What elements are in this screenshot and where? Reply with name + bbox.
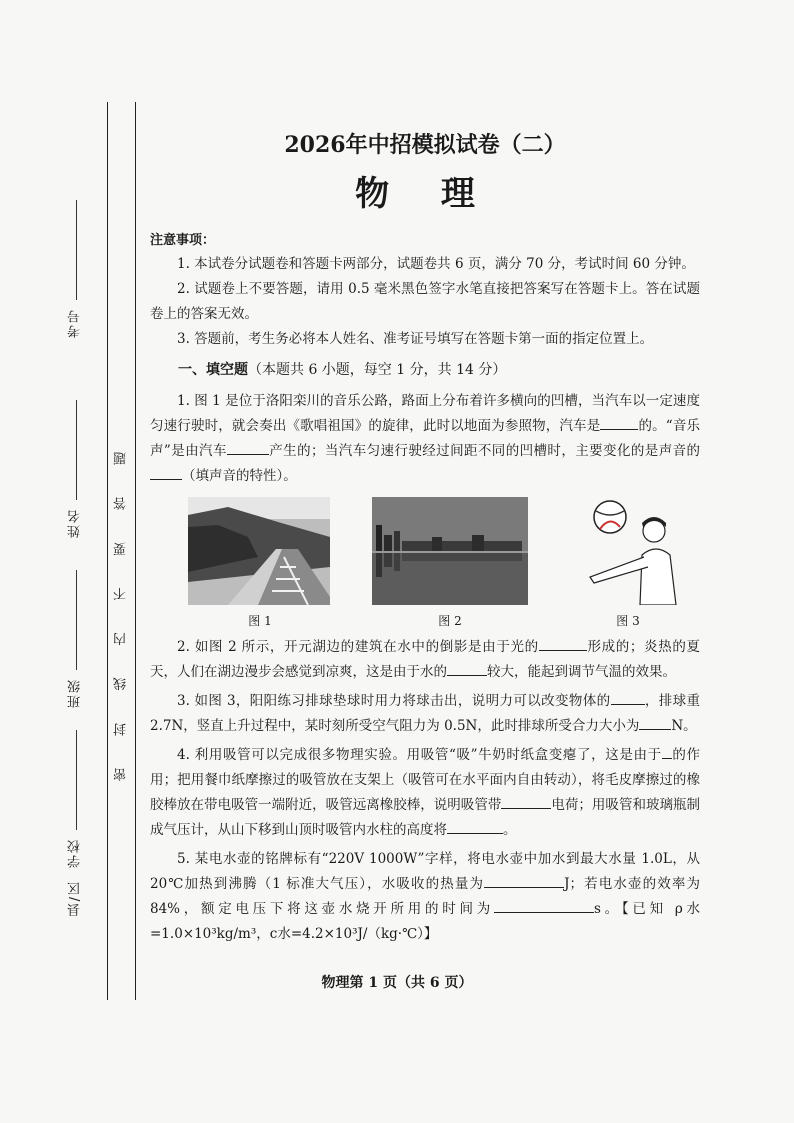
field-county [66,880,85,916]
field-exam-number [66,200,85,338]
notice-item-1: 1. 本试卷分试题卷和答题卡两部分，试题卷共 6 页，满分 70 分，考试时间 60 分钟。 [177,256,695,272]
figure-3-caption: 图 3 [616,614,640,628]
binding-line-outer [107,102,108,1000]
field-name-label: 姓名 [68,508,83,538]
q1-blank-3[interactable] [150,465,182,480]
section-fill-in [150,358,700,383]
section-title: 一、填空题 [178,362,248,378]
figure-3-image [570,497,690,605]
figure-1-caption: 图 1 [248,614,272,628]
q3-text-c: N。 [671,718,697,734]
question-2 [150,635,700,685]
field-class-label: 班级 [68,678,83,708]
q1-text-c: 产生的；当汽车匀速行驶经过间距不同的凹槽时，主要变化的是声音的 [268,443,701,459]
question-3 [150,689,700,739]
field-county-label: 县/区 [68,880,83,917]
question-1 [150,389,700,489]
q5-blank-1[interactable] [484,873,564,888]
q4-text-a: 4. 利用吸管可以完成很多物理实验。用吸管“吸”牛奶时纸盒变瘪了，这是由于 [177,747,662,763]
figure-2-image [372,497,528,605]
field-class [66,570,85,708]
notice-item-3: 3. 答题前，考生务必将本人姓名、准考证号填写在答题卡第一面的指定位置上。 [177,331,654,347]
q4-blank-1[interactable] [662,744,672,759]
page-footer: 物理第 1 页（共 6 页） [321,975,473,991]
field-name [66,400,85,538]
q3-text-a: 3. 如图 3，阳阳练习排球垫球时用力将球击出，说明力可以改变物体的 [177,693,611,709]
q4-blank-3[interactable] [447,819,503,834]
section-note: （本题共 6 小题，每空 1 分，共 14 分） [248,362,507,378]
field-school-label: 学校 [68,838,83,868]
seal-line-notice: 密 封 线 内 不 要 答 题 [114,438,129,781]
field-exam-number-label: 考号 [68,308,83,338]
q5-text-a: 5. 某电水壶的铭牌标有“220V 1000W”字样，将电水壶中加水到最大水量 1.0L，从 20℃加热到沸腾（1 标准大气压），水吸收的热量为 [150,851,700,892]
figure-1-image [188,497,330,605]
exam-content [150,130,700,951]
subject-title: 物 理 [355,174,495,214]
q1-text-b: 的。“音乐声”是由汽车 [150,418,700,459]
field-school [66,730,85,868]
figure-2-caption: 图 2 [438,614,462,628]
q4-text-d: 。 [503,822,517,838]
q2-blank-2[interactable] [447,661,487,676]
binding-line-inner [135,102,136,1000]
q5-text-b: J；若电水壶的效率为 84%，额定电压下将这壶水烧开所用的时间为 [150,876,700,917]
q1-blank-1[interactable] [600,415,638,430]
q3-blank-1[interactable] [611,690,645,705]
question-4 [150,743,700,843]
figure-row [150,497,700,629]
q4-text-c: 电荷；用吸管和玻璃瓶制成气压计，从山下移到山顶时吸管内水柱的高度将 [150,797,701,838]
notice-item-2: 2. 试题卷上不要答题，请用 0.5 毫米黑色签字水笔直接把答案写在答题卡上。答在试题卷上的答案无效。 [150,281,700,322]
q3-text-b: ，排球重 2.7N，竖直上升过程中，某时刻所受空气阻力为 0.5N，此时排球所受合力大小为 [150,693,700,734]
q5-text-c: s。【已知 ρ水=1.0×10³kg/m³，c水=4.2×10³J/（kg·℃）】 [150,901,700,942]
q4-text-b: 的作用；把用餐巾纸摩擦过的吸管放在支架上（吸管可在水平面内自由转动），将毛皮摩擦过的橡胶棒放在带电吸管一端附近，吸管远离橡胶棒，说明吸管带 [150,747,700,813]
q2-text-a: 2. 如图 2 所示，开元湖边的建筑在水中的倒影是由于光的 [177,639,539,655]
q3-blank-2[interactable] [639,715,671,730]
q2-text-c: 较大，能起到调节气温的效果。 [487,664,676,680]
q1-text-a: 1. 图 1 是位于洛阳栾川的音乐公路，路面上分布着许多横向的凹槽，当汽车以一定速度匀速行驶时，就会奏出《歌唱祖国》的旋律，此时以地面为参照物，汽车是 [150,393,700,434]
exam-title: 2026年中招模拟试卷（二） [284,132,566,158]
question-5 [150,847,700,947]
notice-heading: 注意事项： [150,233,216,248]
q2-text-b: 形成的；炎热的夏天，人们在湖边漫步会感觉到凉爽，这是由于水的 [150,639,701,680]
q1-blank-2[interactable] [227,440,269,455]
q2-blank-1[interactable] [539,636,587,651]
q5-blank-2[interactable] [494,898,594,913]
q4-blank-2[interactable] [501,794,551,809]
q1-text-d: （填声音的特性）。 [182,468,297,484]
